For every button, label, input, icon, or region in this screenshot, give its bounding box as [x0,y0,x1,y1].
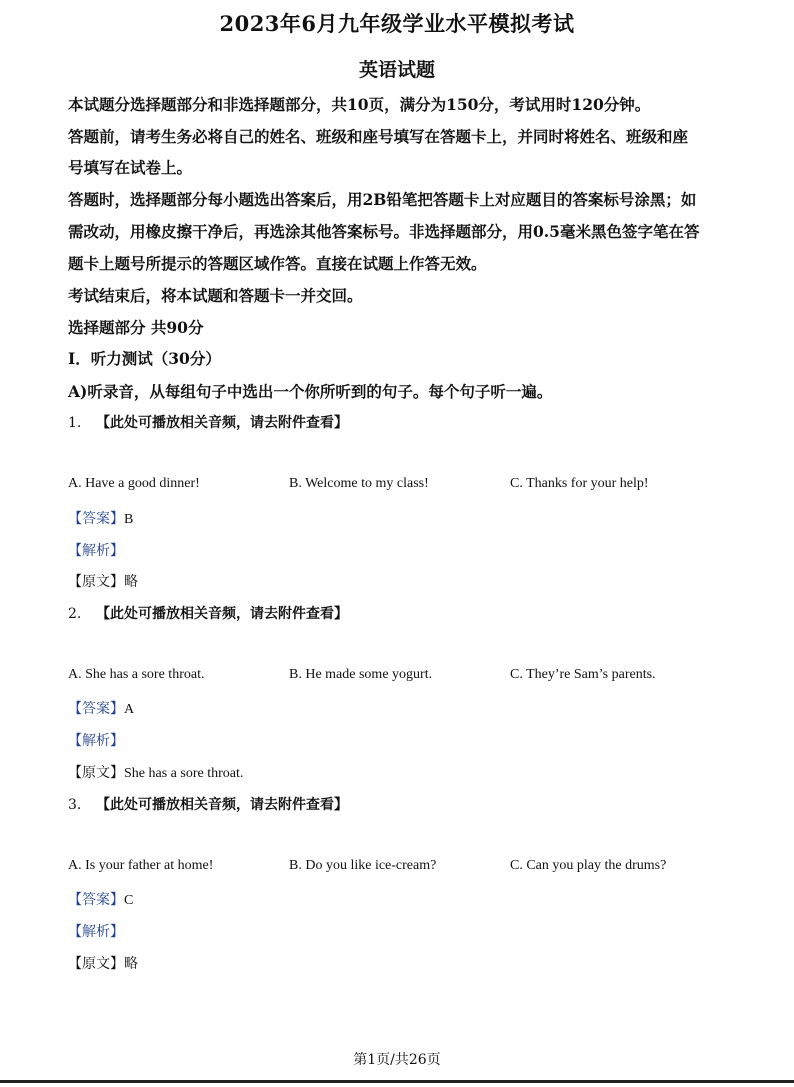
option-c: C. Thanks for your help! [510,476,649,491]
analysis-label: 【解析】 [68,924,124,940]
instruction-line: 答题时，选择题部分每小题选出答案后，用2B铅笔把答题卡上对应题目的答案标号涂黑；如 [68,190,697,209]
instruction-line: 本试题分选择题部分和非选择题部分，共10页，满分为150分，考试用时120分钟。 [68,95,651,114]
analysis-label: 【解析】 [68,543,124,559]
original-label: 【原文】 [68,574,124,590]
instruction-line: 号填写在试卷上。 [68,158,193,177]
question-2-header [68,603,348,623]
original-text: 略 [124,575,138,590]
question-1-header [68,412,348,432]
audio-placeholder: 【此处可播放相关音频，请去附件查看】 [96,797,348,813]
question-number: 1. [68,415,82,431]
question-number: 2. [68,606,82,622]
exam-title: 2023年6月九年级学业水平模拟考试 [219,11,575,36]
instruction-line: 需改动，用橡皮擦干净后，再选涂其他答案标号。非选择题部分，用0.5毫米黑色签字笔在答 [68,222,700,241]
option-a: A. She has a sore throat. [68,667,205,682]
option-c: C. Can you play the drums? [510,858,667,873]
original-line [68,571,138,591]
instruction-line: 题卡上题号所提示的答题区域作答。直接在试题上作答无效。 [68,254,487,273]
instruction-line: 答题前，请考生务必将自己的姓名、班级和座号填写在答题卡上，并同时将姓名、班级和座 [68,127,689,146]
answer-label: 【答案】 [68,892,124,908]
section-heading: I．听力测试（30分） [68,349,221,368]
analysis-line [68,540,124,560]
original-line [68,762,243,782]
section-subheading: A)听录音，从每组句子中选出一个你所听到的句子。每个句子听一遍。 [68,382,553,401]
question-3-header [68,794,348,814]
option-b: B. Welcome to my class! [289,476,429,491]
option-a: A. Have a good dinner! [68,476,200,491]
bottom-divider [0,1080,794,1083]
answer-value: B [124,512,134,527]
original-line [68,953,138,973]
original-label: 【原文】 [68,956,124,972]
original-text: She has a sore throat. [124,766,244,781]
original-label: 【原文】 [68,765,124,781]
instruction-line: 考试结束后，将本试题和答题卡一并交回。 [68,286,363,305]
answer-label: 【答案】 [68,511,124,527]
page-footer: 第1页/共26页 [353,1052,441,1068]
audio-placeholder: 【此处可播放相关音频，请去附件查看】 [96,606,348,622]
original-text: 略 [124,957,138,972]
exam-subtitle: 英语试题 [358,59,435,81]
question-number: 3. [68,797,82,813]
answer-value: C [124,893,134,908]
option-b: B. He made some yogurt. [289,667,433,682]
answer-line [68,698,134,718]
analysis-label: 【解析】 [68,733,124,749]
audio-placeholder: 【此处可播放相关音频，请去附件查看】 [96,415,348,431]
analysis-line [68,730,124,750]
option-b: B. Do you like ice-cream? [289,858,437,873]
option-c: C. They’re Sam’s parents. [510,667,656,682]
section-part: 选择题部分 共90分 [68,318,204,337]
answer-line [68,889,133,909]
answer-value: A [124,702,135,717]
option-a: A. Is your father at home! [68,858,214,873]
answer-line [68,508,133,528]
answer-label: 【答案】 [68,701,124,717]
analysis-line [68,921,124,941]
